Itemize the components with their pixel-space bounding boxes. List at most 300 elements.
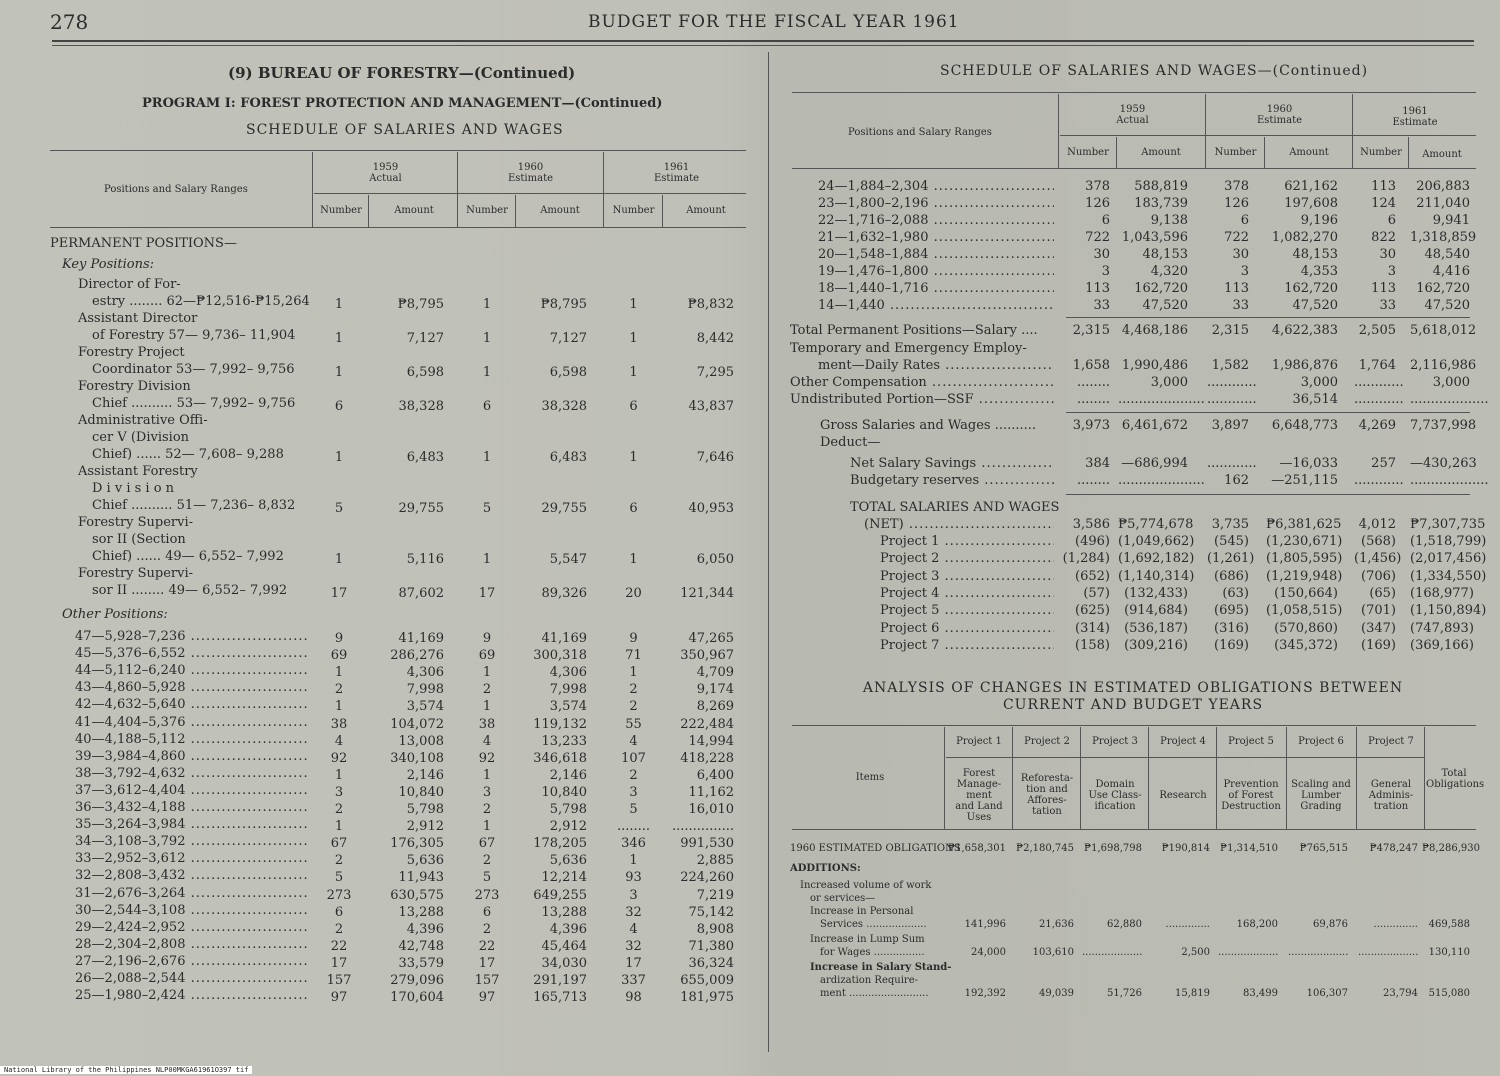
table-cell: 104,072 (390, 716, 444, 732)
table-cell: 4 (482, 733, 492, 749)
project-desc (1288, 779, 1354, 812)
number-header: Number (1360, 147, 1402, 158)
row-label: 31—2,676–3,264 ..... (75, 885, 307, 902)
table-cell: 1 (629, 853, 638, 869)
right-year-rule (1060, 135, 1476, 136)
table-cell: 17 (478, 586, 496, 601)
table-cell: 33 (1379, 298, 1396, 313)
table-cell: (1,518,799) (1410, 534, 1487, 549)
items-header: Items (855, 772, 885, 783)
table-cell: (706) (1361, 568, 1396, 584)
table-cell: 206,883 (1416, 179, 1470, 194)
analysis-col-sep (1148, 727, 1149, 829)
analysis-col-sep (1080, 727, 1081, 829)
table-cell: 12,214 (541, 870, 587, 886)
table-cell: —430,263 (1410, 456, 1477, 471)
analysis-row-label: for Wages ................ (820, 947, 925, 958)
table-cell: 6 (1240, 213, 1249, 228)
left-col-sep (662, 195, 663, 227)
table-cell: 6 (482, 399, 492, 414)
right-schedule-title: SCHEDULE OF SALARIES AND WAGES—(Continued) (940, 63, 1369, 79)
table-cell: 3 (629, 887, 638, 903)
table-cell: 17 (330, 955, 348, 971)
table-cell: 621,162 (1284, 179, 1338, 194)
table-cell: (132,433) (1124, 585, 1188, 601)
analysis-cell: 83,499 (1243, 988, 1278, 999)
table-cell: 71,380 (688, 938, 734, 954)
table-cell: 7,127 (549, 331, 587, 346)
table-cell: 32 (625, 904, 642, 920)
analysis-row-label: ardization Require- (820, 975, 918, 986)
table-cell: (1,219,948) (1266, 568, 1343, 584)
desc-line: Reforesta- (1020, 773, 1074, 784)
table-cell: 162,720 (1284, 281, 1338, 296)
analysis-cell: 469,588 (1428, 919, 1470, 930)
table-cell: 178,205 (533, 836, 587, 852)
analysis-cell: 130,110 (1428, 947, 1470, 958)
table-cell: ............ (1354, 375, 1404, 390)
table-cell: 1 (482, 819, 492, 835)
analysis-col-sep (1424, 727, 1425, 829)
row-label: 14—1,440 ..... (818, 297, 1054, 314)
analysis-row-label: Increase in Lump Sum (810, 934, 925, 945)
table-cell: 9,941 (1432, 213, 1470, 228)
amount-header: Amount (1141, 147, 1181, 158)
desc-line: Grading (1300, 800, 1342, 812)
table-cell: 340,108 (390, 750, 444, 766)
table-cell: 162 (1224, 473, 1249, 488)
table-cell: 92 (330, 750, 348, 766)
table-cell: (1,140,314) (1118, 568, 1195, 584)
table-cell: (369,166) (1410, 637, 1474, 653)
table-cell: 337 (621, 973, 646, 988)
desc-line: Scaling and (1291, 778, 1351, 790)
table-cell: 2 (629, 682, 638, 698)
analysis-cell: ................... (1082, 947, 1143, 958)
sum-rule (1066, 494, 1470, 495)
row-label: Forestry Division (78, 379, 191, 394)
desc-line: Adminis- (1368, 789, 1414, 801)
table-cell: 378 (1224, 179, 1249, 194)
table-cell: 32 (625, 938, 642, 954)
analysis-cell: 51,726 (1107, 988, 1142, 999)
table-cell: (347) (1361, 620, 1396, 636)
row-label: 33—2,952–3,612 ..... (75, 850, 307, 867)
table-cell: 3,000 (1300, 375, 1338, 390)
table-cell: 2,146 (549, 767, 587, 783)
project-desc (1082, 779, 1148, 812)
year-header: 1959 Actual (1116, 104, 1149, 126)
table-cell: 9,174 (696, 682, 734, 698)
row-label: Director of For- (78, 277, 181, 292)
row-label: Chief .......... 53— 7,992– 9,756 (92, 396, 296, 411)
table-cell: 6 (334, 904, 344, 920)
desc-line: Uses (966, 811, 992, 823)
row-label: Project 1 ..... (880, 533, 1054, 550)
table-cell: 16,010 (688, 802, 734, 817)
table-cell: 1 (629, 665, 638, 681)
table-cell: (309,216) (1124, 637, 1188, 653)
table-cell: 2,885 (696, 853, 734, 869)
table-cell: 22 (330, 938, 348, 954)
row-label: 24—1,884–2,304 ..... (818, 178, 1054, 195)
right-table-head-rule (792, 168, 1476, 169)
table-cell: 29,755 (541, 501, 587, 516)
table-cell: 3,586 (1072, 517, 1110, 532)
row-label: 30—2,544–3,108 ..... (75, 902, 307, 919)
table-cell: 38,328 (541, 399, 587, 414)
project-desc (1358, 779, 1424, 812)
table-cell: (150,664) (1274, 585, 1338, 601)
row-label: Forestry Supervi- (78, 566, 194, 581)
row-label: 41—4,404–5,376 ..... (75, 714, 307, 731)
row-label: 43—4,860–5,928 ..... (75, 679, 307, 696)
analysis-row-label: Increase in Salary Stand- (810, 962, 952, 973)
table-cell: 3,574 (549, 699, 587, 715)
table-cell: 93 (625, 870, 642, 886)
table-cell: 3,000 (1432, 375, 1470, 390)
row-label: Gross Salaries and Wages .......... (820, 418, 1037, 433)
table-cell: 13,008 (398, 733, 444, 749)
row-label: Chief .......... 51— 7,236– 8,832 (92, 498, 296, 513)
table-cell: 1 (334, 365, 344, 380)
table-cell: 2 (629, 767, 638, 783)
table-cell: 350,967 (680, 648, 734, 664)
table-cell: 5,636 (406, 853, 444, 869)
table-cell: 1 (334, 767, 344, 783)
row-label: 38—3,792–4,632 ..... (75, 765, 307, 782)
total-line: Total (1441, 768, 1467, 779)
analysis-cell: ₱8,286,930 (1422, 843, 1480, 854)
table-cell: 418,228 (680, 750, 734, 766)
analysis-cell: ................... (1218, 947, 1279, 958)
table-cell: 33 (1093, 298, 1110, 313)
table-cell: 257 (1371, 456, 1396, 471)
left-col-sep (515, 195, 516, 227)
analysis-cell: 24,000 (971, 947, 1006, 958)
analysis-cell: 62,880 (1107, 919, 1142, 930)
table-cell: (316) (1214, 620, 1249, 636)
row-label: 37—3,612–4,404 ..... (75, 782, 307, 799)
row-label: Assistant Forestry (78, 464, 198, 479)
row-label: 34—3,108–3,792 ..... (75, 833, 307, 850)
table-cell: 6,648,773 (1271, 418, 1338, 433)
table-cell: 20 (625, 586, 642, 601)
analysis-cell: 103,610 (1032, 947, 1074, 958)
table-cell: 3 (1387, 264, 1396, 279)
analysis-cell: ₱478,247 (1369, 843, 1418, 854)
table-cell: (1,049,662) (1118, 534, 1195, 549)
analysis-col-sep (1356, 727, 1357, 829)
analysis-cell: ................... (1358, 947, 1419, 958)
row-label: 27—2,196–2,676 ..... (75, 953, 307, 970)
total-line: Obligations (1426, 779, 1485, 790)
year-header: 1961 Estimate (653, 162, 700, 184)
table-cell: 273 (474, 887, 500, 903)
table-cell: 43,837 (688, 399, 734, 414)
analysis-cell: 23,794 (1383, 988, 1418, 999)
table-cell: 4 (629, 921, 638, 937)
table-cell: 4,269 (1358, 418, 1396, 433)
table-cell: 5 (334, 501, 344, 516)
table-cell: 279,096 (390, 973, 444, 988)
table-cell: 69 (330, 648, 348, 664)
table-cell: 5 (482, 501, 492, 516)
table-cell: 5,636 (549, 853, 587, 869)
schedule-title: SCHEDULE OF SALARIES AND WAGES (246, 122, 564, 138)
table-cell: 1 (334, 297, 344, 312)
table-cell: 33 (1232, 298, 1249, 313)
table-cell: ₱8,832 (687, 297, 734, 312)
table-cell: 6 (1101, 213, 1110, 228)
project-header: Project 3 (1092, 736, 1138, 747)
right-table-top-rule (792, 92, 1476, 93)
right-col-sep (1352, 94, 1353, 168)
row-label: Temporary and Emergency Employ- (790, 341, 1027, 356)
table-cell: 2,315 (1072, 323, 1110, 338)
table-cell: 8,269 (696, 699, 734, 715)
table-cell: 5,116 (406, 552, 444, 567)
row-label: D i v i s i o n (92, 481, 175, 496)
right-col-sep (1116, 137, 1117, 168)
analysis-top-rule (792, 725, 1476, 726)
table-cell: 14,994 (688, 733, 734, 749)
table-cell: 1 (334, 450, 344, 465)
table-cell: (1,230,671) (1266, 534, 1343, 549)
table-cell: 5 (334, 870, 344, 886)
row-label: TOTAL SALARIES AND WAGES (850, 500, 1060, 515)
table-cell: 4,012 (1358, 517, 1396, 532)
row-label: 26—2,088–2,544 ..... (75, 970, 307, 987)
table-cell: 8,442 (696, 331, 734, 346)
table-cell: 6 (629, 399, 638, 414)
analysis-row-label: Services ................... (820, 919, 927, 930)
row-label: ment—Daily Rates ..... (818, 357, 1054, 374)
amount-header: Amount (1289, 147, 1329, 158)
table-cell: 7,646 (696, 450, 734, 465)
table-cell: 48,153 (1142, 247, 1188, 262)
analysis-cell: ₱2,180,745 (1016, 843, 1074, 854)
table-cell: 181,975 (680, 990, 734, 1006)
table-cell: 42,748 (398, 938, 444, 954)
analysis-subtitle: CURRENT AND BUDGET YEARS (1002, 697, 1264, 713)
table-cell: (545) (1214, 534, 1249, 549)
table-cell: 378 (1085, 179, 1110, 194)
row-label: Coordinator 53— 7,992– 9,756 (92, 362, 295, 377)
amount-header: Amount (1422, 149, 1462, 160)
table-cell: (1,284) (1062, 551, 1110, 567)
desc-line: tration (1373, 800, 1409, 812)
row-label: Undistributed Portion—SSF ..... (790, 391, 1054, 408)
table-cell: 1 (482, 665, 492, 681)
table-cell: 1 (482, 699, 492, 715)
table-cell: 6 (1387, 213, 1396, 228)
table-cell: ₱6,381,625 (1266, 517, 1342, 532)
table-cell: 4,306 (406, 665, 444, 681)
table-cell: ............ (1354, 473, 1404, 488)
table-cell: (57) (1083, 585, 1110, 601)
table-cell: 6,483 (549, 450, 587, 465)
table-cell: 655,009 (680, 973, 734, 988)
table-cell: 13,233 (541, 733, 587, 749)
row-label: 19—1,476–1,800 ..... (818, 263, 1054, 280)
row-label: of Forestry 57— 9,736– 11,904 (92, 328, 296, 343)
row-label: 25—1,980–2,424 ..... (75, 987, 307, 1004)
table-cell: 1,990,486 (1121, 358, 1188, 373)
table-cell: (1,456) (1354, 551, 1402, 567)
row-label: Project 4 ..... (880, 585, 1054, 602)
desc-line: Use Class- (1088, 789, 1142, 801)
analysis-cell: .............. (1165, 919, 1210, 930)
desc-line: ification (1094, 800, 1136, 812)
table-cell: 10,840 (541, 784, 587, 800)
table-cell: 1,582 (1211, 358, 1249, 373)
desc-line: tion and (1026, 784, 1068, 795)
page-header (0, 8, 1500, 36)
analysis-cell: 192,392 (964, 988, 1006, 999)
table-cell: ..................... (1118, 392, 1205, 407)
table-cell: 7,295 (696, 365, 734, 380)
table-cell: (1,150,894) (1410, 603, 1487, 619)
table-cell: (652) (1075, 568, 1110, 584)
table-cell: 6,050 (696, 552, 734, 567)
table-cell: 1,043,596 (1121, 230, 1188, 245)
analysis-row-label: ment ......................... (820, 988, 929, 999)
table-cell: 7,737,998 (1410, 418, 1477, 433)
table-cell: —251,115 (1271, 473, 1338, 488)
table-cell: 47,520 (1142, 298, 1188, 313)
table-cell: ................... (1410, 473, 1489, 488)
table-cell: 9 (482, 631, 492, 646)
other-positions-label: Other Positions: (62, 607, 168, 622)
row-label: estry ........ 62—₱12,516-₱15,264 (92, 294, 310, 309)
table-cell: 107 (621, 750, 646, 766)
table-cell: 36,324 (688, 955, 734, 971)
table-cell: 47,520 (1292, 298, 1338, 313)
desc-line: Lumber (1301, 789, 1341, 801)
row-label: Project 7 ..... (880, 637, 1054, 654)
table-cell: 2 (482, 802, 492, 817)
table-cell: 3,574 (406, 699, 444, 715)
table-cell: 7,998 (549, 682, 587, 698)
table-cell: ..................... (1118, 473, 1205, 488)
analysis-cell: 168,200 (1236, 919, 1278, 930)
table-cell: (65) (1369, 585, 1396, 601)
table-cell: 9,138 (1150, 213, 1188, 228)
table-cell: 2 (482, 682, 492, 698)
table-cell: 222,484 (680, 716, 734, 732)
row-label: 21—1,632–1,980 ..... (818, 229, 1054, 246)
table-cell: 69 (478, 648, 496, 664)
analysis-cell: ₱190,814 (1161, 843, 1210, 854)
analysis-cell: 15,819 (1175, 988, 1210, 999)
analysis-cell: ₱765,515 (1299, 843, 1348, 854)
project-header: Project 7 (1368, 736, 1414, 747)
table-cell: 45,464 (541, 938, 587, 954)
table-cell: (63) (1222, 585, 1249, 601)
table-cell: ₱8,795 (397, 297, 444, 312)
table-cell: 2 (482, 853, 492, 869)
table-cell: 6,483 (406, 450, 444, 465)
table-cell: 7,219 (696, 887, 734, 903)
table-cell: 7,998 (406, 682, 444, 698)
table-cell: 92 (478, 750, 496, 766)
table-cell: 9 (629, 631, 638, 646)
table-cell: 273 (326, 887, 352, 903)
table-cell: 6,400 (696, 767, 734, 783)
table-cell: 2 (334, 682, 344, 698)
table-cell: 211,040 (1416, 196, 1470, 211)
table-cell: 4 (334, 733, 344, 749)
table-cell: 346 (621, 836, 646, 852)
table-cell: ........ (1076, 392, 1110, 407)
table-cell: 4,416 (1432, 264, 1470, 279)
table-cell: 3,973 (1072, 418, 1110, 433)
row-label: Administrative Offi- (78, 413, 208, 428)
table-cell: 38 (330, 716, 348, 732)
project-header: Project 4 (1160, 736, 1206, 747)
table-cell: (1,058,515) (1266, 603, 1343, 619)
right-col-sep (1205, 94, 1206, 168)
table-cell: 6,598 (549, 365, 587, 380)
row-label: Project 2 ..... (880, 550, 1054, 567)
table-cell: (1,334,550) (1410, 568, 1487, 584)
table-cell: 4,396 (549, 921, 587, 937)
table-cell: 121,344 (680, 586, 734, 601)
table-cell: (536,187) (1124, 620, 1188, 636)
table-cell: 183,739 (1134, 196, 1188, 211)
table-cell: 162,720 (1416, 281, 1470, 296)
key-positions-label: Key Positions: (62, 257, 155, 272)
row-label: 18—1,440–1,716 ..... (818, 280, 1054, 297)
amount-header: Amount (540, 205, 580, 216)
table-cell: 3 (334, 784, 344, 800)
row-label: 35—3,264–3,984 ..... (75, 816, 307, 833)
number-header: Number (1214, 147, 1257, 158)
table-cell: 649,255 (533, 887, 587, 903)
table-cell: 47,265 (688, 631, 734, 646)
desc-line: and Land (955, 800, 1003, 812)
row-label: sor II (Section (92, 532, 186, 547)
right-positions-header: Positions and Salary Ranges (848, 127, 992, 138)
desc-line: of Forest (1228, 789, 1274, 801)
table-cell: 47,520 (1424, 298, 1470, 313)
row-label: 45—5,376–6,552 ..... (75, 645, 307, 662)
analysis-cell: 2,500 (1181, 947, 1210, 958)
table-cell: 17 (625, 955, 642, 971)
table-cell: ................... (1410, 392, 1489, 407)
desc-line: ment (966, 789, 992, 801)
row-label: (NET) ..... (864, 516, 1054, 533)
row-label: Other Compensation ..... (790, 374, 1054, 391)
table-cell: 3,897 (1211, 418, 1249, 433)
column-divider (768, 52, 769, 1052)
desc-line: Prevention (1223, 778, 1279, 790)
table-cell: 1 (629, 552, 638, 567)
table-cell: 1 (334, 331, 344, 346)
project-desc (1150, 790, 1216, 801)
row-label: 39—3,984–4,860 ..... (75, 748, 307, 765)
table-cell: 48,153 (1292, 247, 1338, 262)
desc-line: General (1370, 778, 1412, 790)
table-cell: 991,530 (680, 836, 734, 852)
table-cell: ............ (1354, 392, 1404, 407)
table-cell: 3,000 (1150, 375, 1188, 390)
table-cell: 1 (629, 331, 638, 346)
table-cell: 1 (334, 699, 344, 715)
row-label: Deduct— (820, 435, 881, 450)
project-desc (1218, 779, 1284, 812)
